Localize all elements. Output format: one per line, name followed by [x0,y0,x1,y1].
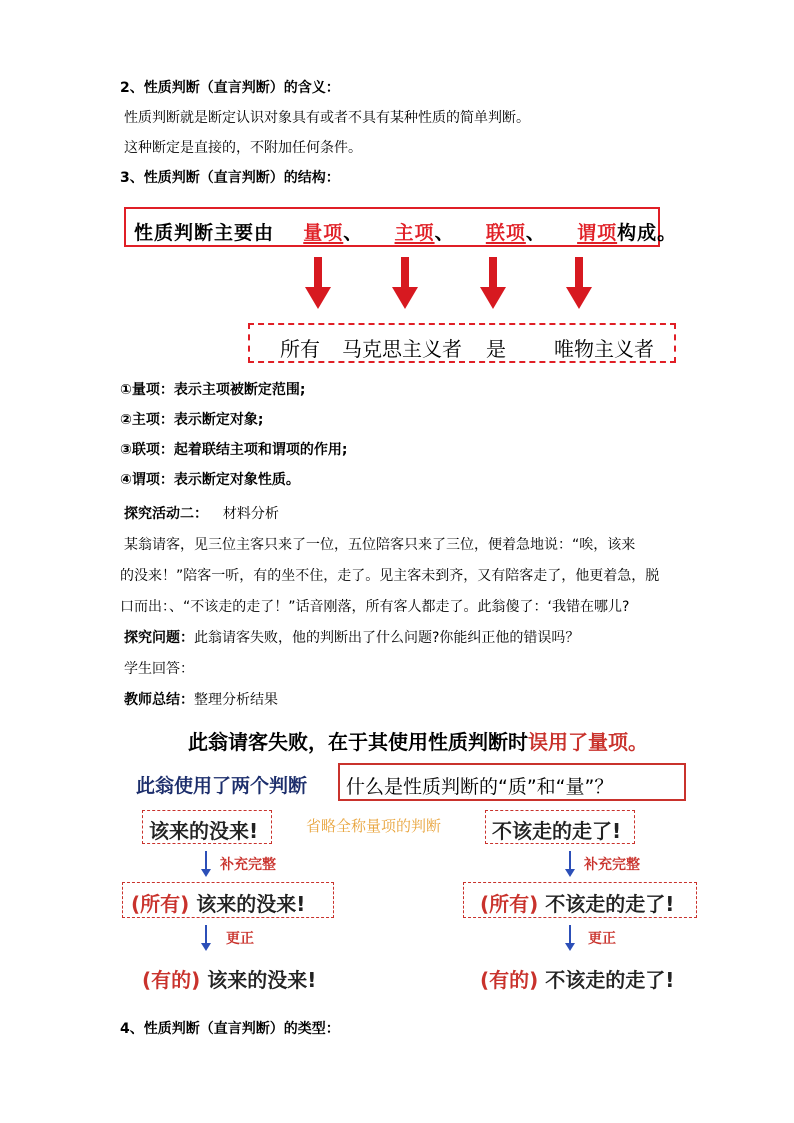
left-fixed-rest: 该来的没来! [207,968,317,992]
supplement-label-left: 补充完整 [220,857,276,873]
left-fixed [142,964,316,993]
left-complete-rest: 该来的没来! [196,892,306,916]
left-complete-quantifier: (所有) [131,892,190,916]
middle-note: 省略全称量项的判断 [306,817,442,835]
definition-quantifier: ①量项：表示主项被断定范围; [120,382,306,398]
supplement-label-right: 补充完整 [584,857,640,873]
section-4-heading: 4、性质判断（直言判断）的类型： [120,1021,340,1037]
arrow-down-icon [392,257,418,309]
left-complete [131,888,305,917]
section-2-paragraph-2: 这种断定是直接的，不附加任何条件。 [124,140,362,156]
story-line-3: 口而出：、“不该走的走了！”话音刚落，所有客人都走了。此翁傻了：‘我错在哪儿? [120,599,630,615]
activity-heading [124,504,279,524]
example-quantifier: 所有 [280,337,320,361]
diagram-title [188,726,648,755]
structure-prefix: 性质判断主要由 [134,222,275,244]
story-line-1: 某翁请客，见三位主客只来了一位，五位陪客只来了三位，便着急地说：“唉，该来 [124,537,636,553]
question-label: 探究问题： [124,630,194,646]
arrow-down-icon [566,257,592,309]
part-copula: 联项 [485,222,526,244]
summary-label: 教师总结： [124,692,194,708]
part-quantifier: 量项 [303,222,344,244]
summary-text: 整理分析结果 [194,692,278,708]
diagram-title-highlight: 误用了量项。 [528,730,648,754]
example-copula: 是 [486,337,506,361]
sep-2: 、 [434,222,455,244]
question-line [124,628,579,648]
structure-sentence [134,218,677,245]
definition-predicate: ④谓项：表示断定对象性质。 [120,472,300,488]
section-2-heading: 2、性质判断（直言判断）的含义： [120,80,340,96]
question-text: 此翁请客失败，他的判断出了什么问题?你能纠正他的错误吗？ [194,630,580,646]
left-complete-box [122,882,334,918]
structure-box [124,207,678,247]
example-predicate: 唯物主义者 [554,337,654,361]
correct-label-right: 更正 [588,931,616,947]
section-3-heading: 3、性质判断（直言判断）的结构： [120,170,340,186]
definition-copula: ③联项：起着联结主项和谓项的作用; [120,442,348,458]
right-complete-rest: 不该走的走了! [545,892,675,916]
right-fixed-rest: 不该走的走了! [545,968,675,992]
section-2-paragraph-1: 性质判断就是断定认识对象具有或者不具有某种性质的简单判断。 [124,110,530,126]
right-complete-box [463,882,697,918]
correct-label-left: 更正 [226,931,254,947]
example-box [248,323,676,363]
arrow-down-icon [480,257,506,309]
left-fixed-quantifier: (有的) [142,968,201,992]
left-phrase: 该来的没来! [149,819,259,843]
teacher-summary-line [124,690,278,710]
sep-1: 、 [343,222,364,244]
part-subject: 主项 [394,222,435,244]
story-line-2: 的没来！”陪客一听，有的坐不住，走了。见主客未到齐，又有陪客走了，他更着急，脱 [120,568,660,584]
right-fixed [480,964,674,993]
arrow-down-icon [565,851,575,877]
question-box-text: 什么是性质判断的“质”和“量”？ [346,776,614,798]
structure-suffix: 构成。 [617,222,678,244]
right-phrase-box [485,810,635,844]
student-answer-label: 学生回答： [124,661,194,677]
right-phrase: 不该走的走了! [492,819,622,843]
left-phrase-box [142,810,272,844]
definition-subject: ②主项：表示断定对象; [120,412,264,428]
example-subject: 马克思主义者 [342,337,462,361]
question-box [338,763,686,801]
activity-title: 材料分析 [222,506,279,522]
arrow-down-icon [565,925,575,951]
sep-3: 、 [525,222,546,244]
diagram-title-main: 此翁请客失败，在于其使用性质判断时 [188,730,528,754]
activity-label: 探究活动二： [124,506,208,522]
arrow-down-icon [201,925,211,951]
left-label: 此翁使用了两个判断 [136,775,308,797]
right-complete [480,888,674,917]
right-fixed-quantifier: (有的) [480,968,539,992]
part-predicate: 谓项 [577,222,618,244]
arrow-down-icon [305,257,331,309]
right-complete-quantifier: (所有) [480,892,539,916]
arrow-down-icon [201,851,211,877]
